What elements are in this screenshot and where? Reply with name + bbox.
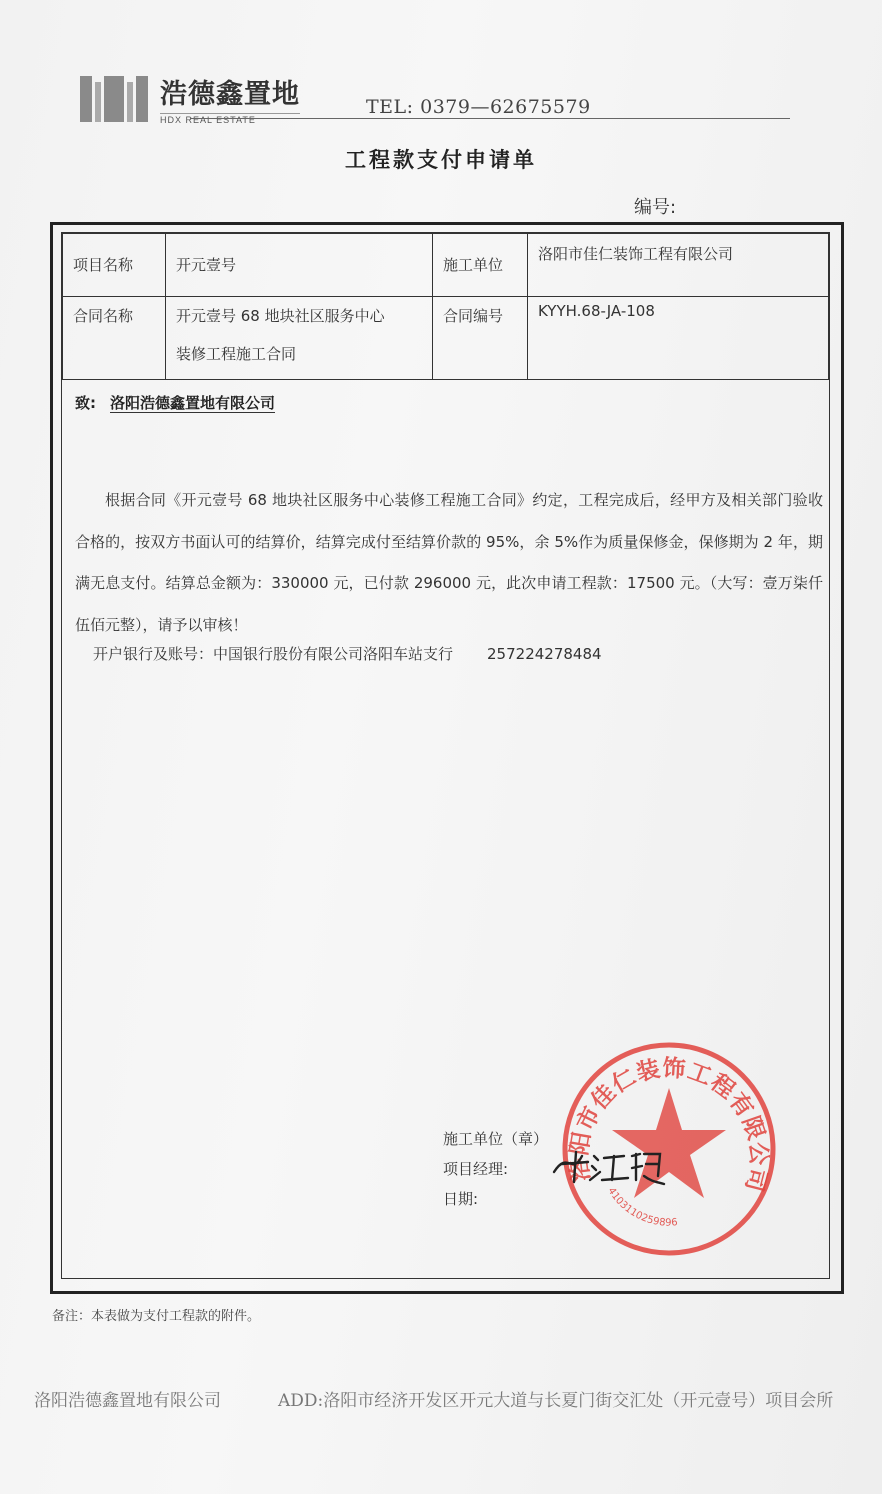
header-divider (190, 118, 790, 119)
brand-name-cn: 浩德鑫置地 (160, 79, 300, 110)
addressee-company: 洛阳浩德鑫置地有限公司 (110, 394, 276, 412)
serial-number-label: 编号: (634, 197, 677, 218)
brand-name-en: HDX REAL ESTATE (160, 113, 300, 125)
document-title: 工程款支付申请单 (345, 148, 537, 172)
manager-signature (548, 1142, 668, 1186)
table-row (63, 234, 829, 297)
contract-name-line1: 开元壹号 68 地块社区服务中心 (176, 307, 385, 325)
bank-label: 开户银行及账号：中国银行股份有限公司洛阳车站支行 (93, 645, 454, 663)
project-name-label: 项目名称 (63, 234, 166, 297)
request-paragraph: 根据合同《开元壹号 68 地块社区服务中心装修工程施工合同》约定，工程完成后，经甲方及相关部门验收合格的，按双方书面认可的结算价，结算完成付至结算价款的 95%，余 5%作为质量保修金，保修期为 2 年，期满无息支付。结算总金额为：330000 元，已付款 296000 元，此次申请工程款：17500 元。（大写：壹万柒仟伍佰元整），请予以审核！ (75, 491, 823, 634)
bank-account: 257224278484 (487, 645, 602, 663)
seal-code: 4103110259896 (605, 1185, 679, 1229)
contract-no-label: 合同编号 (433, 297, 528, 380)
contractor-value: 洛阳市佳仁装饰工程有限公司 (528, 234, 829, 297)
footnote: 备注：本表做为支付工程款的附件。 (52, 1309, 261, 1324)
footer-address: ADD:洛阳市经济开发区开元大道与长夏门街交汇处（开元壹号）项目会所 (278, 1391, 834, 1411)
request-body (75, 480, 823, 646)
addressee (75, 392, 275, 413)
bank-info (93, 643, 602, 664)
contract-info-table (62, 233, 829, 380)
table-row (63, 297, 829, 380)
logo-mark-icon (80, 76, 148, 122)
unit-seal-label: 施工单位（章） (443, 1130, 549, 1148)
date-label: 日期: (443, 1190, 479, 1208)
addressee-label: 致: (75, 394, 96, 412)
contract-name-label: 合同名称 (63, 297, 166, 380)
contract-name-value (166, 297, 433, 380)
manager-label: 项目经理: (443, 1160, 509, 1178)
project-name-value: 开元壹号 (166, 234, 433, 297)
contract-no-value: KYYH.68-JA-108 (528, 297, 829, 380)
telephone: TEL: 0379—62675579 (366, 96, 591, 118)
footer-company: 洛阳浩德鑫置地有限公司 (34, 1391, 221, 1411)
contract-name-line2: 装修工程施工合同 (176, 345, 297, 363)
contractor-label: 施工单位 (433, 234, 528, 297)
seal-text: 洛阳市佳仁装饰工程有限公司 (566, 1055, 772, 1195)
